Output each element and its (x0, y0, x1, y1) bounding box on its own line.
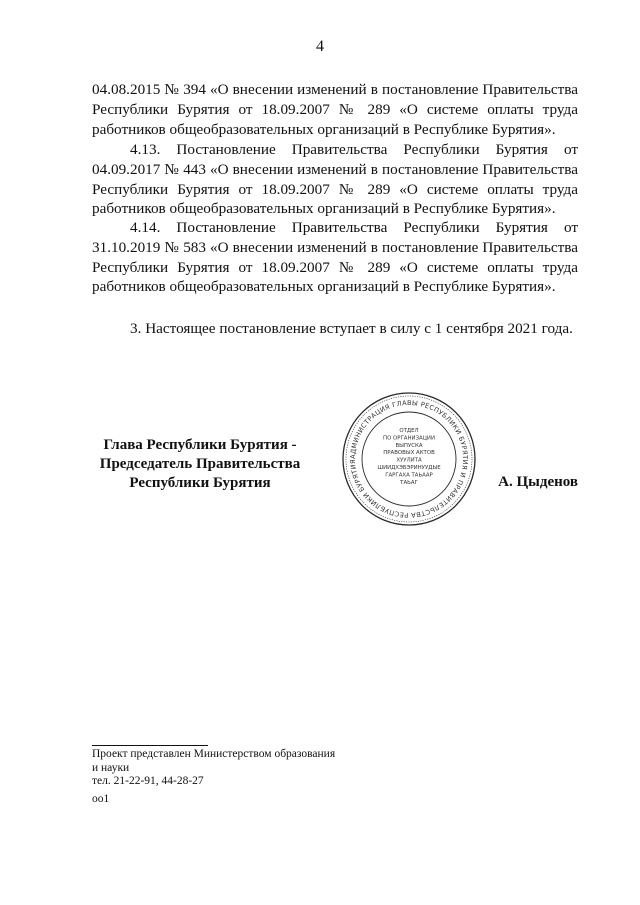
footnote (92, 748, 412, 789)
signatory-title (80, 436, 320, 493)
signatory-title-line: Республики Бурятия (129, 475, 271, 491)
seal-center-line: ВЫПУСКА (395, 442, 423, 449)
seal-center-line: ГАРГАХА ТАЬААР (385, 472, 433, 479)
seal-center-line: ТАЬАГ (400, 479, 418, 486)
seal-center-line: ПРАВОВЫХ АКТОВ (383, 450, 435, 457)
footnote-line: Проект представлен Министерством образования (92, 748, 336, 760)
paragraph-text: 4.13. Постановление Правительства Республики Бурятия от 04.09.2017 № 443 «О внесении изменений в постановление Правительства Республики Бурятия от 18.09.2007 № 289 «О системе оплаты труда работников общеобразовательных организаций в Республике Бурятия». (92, 141, 578, 218)
page-number: 4 (316, 38, 324, 55)
seal-center-line: ХУУЛИТА (396, 457, 422, 464)
footnote-separator (92, 745, 208, 746)
footnote-line: тел. 21-22-91, 44-28-27 (92, 775, 204, 788)
seal-center-line: ОТДЕЛ (399, 428, 419, 434)
clause-3-effective-date: 3. Настоящее постановление вступает в силу с 1 сентября 2021 года. (130, 320, 573, 337)
seal-ring-text: АДМИНИСТРАЦИЯ ГЛАВЫ РЕСПУБЛИКИ БУРЯТИЯ И ПРАВИТЕЛЬСТВА РЕСПУБЛИКИ БУРЯТИЯ (348, 398, 470, 520)
paragraph-4-13 (92, 140, 578, 219)
paragraph-text: 4.14. Постановление Правительства Республики Бурятия от 31.10.2019 № 583 «О внесении изменений в постановление Правительства Республики Бурятия от 18.09.2007 № 289 «О системе оплаты труда работников общеобразовательных организаций в Республике Бурятия». (92, 219, 578, 296)
paragraph-text: 04.08.2015 № 394 «О внесении изменений в постановление Правительства Республики Бурятия от 18.09.2007 № 289 «О системе оплаты труда работников общеобразовательных организаций в Республике Бурятия». (92, 81, 578, 138)
signatory-title-line: Глава Республики Бурятия - (103, 437, 297, 453)
seal-center-line: ШИИДХЭБЭРИНУУДЫЕ (377, 465, 441, 471)
seal-center-line: ПО ОРГАНИЗАЦИИ (383, 435, 435, 442)
footnote-line: и науки (92, 761, 130, 774)
official-seal (340, 390, 478, 528)
signatory-title-line: Председатель Правительства (99, 456, 301, 472)
paragraph-4-14 (92, 218, 578, 297)
paragraph-continuation (92, 80, 578, 139)
signatory-name: А. Цыденов (498, 474, 578, 490)
document-code: оо1 (92, 793, 110, 805)
